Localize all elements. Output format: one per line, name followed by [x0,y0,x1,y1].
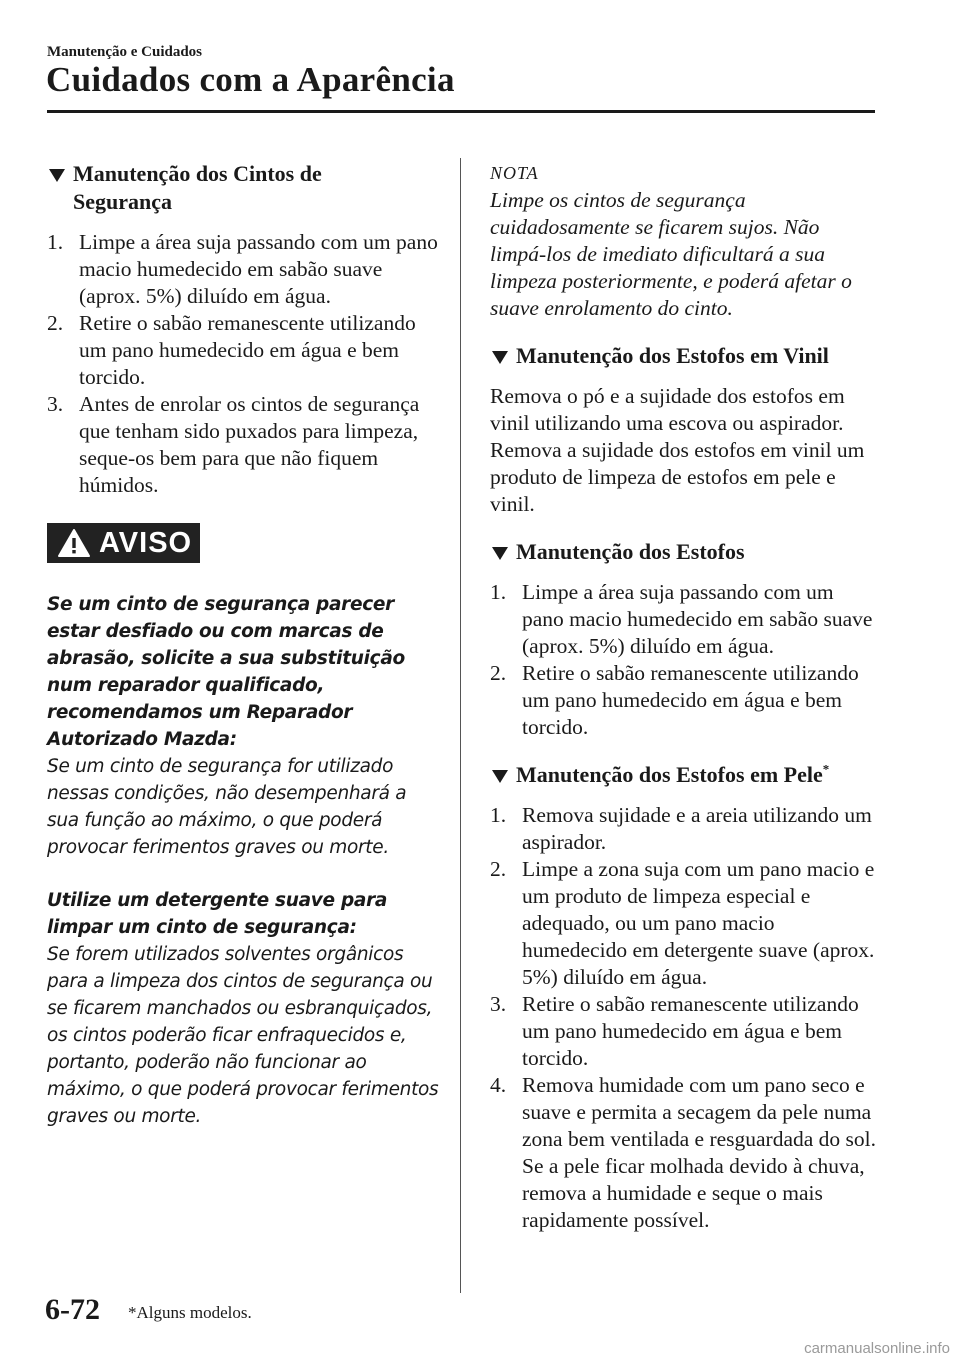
list-item: 3. Retire o sabão remanescente utilizando um pano humedecido em água e bem torcido. [490,992,859,1070]
section-heading-upholstery: Manutenção dos Estofos [490,538,880,566]
section-heading-seat-belts [47,160,442,216]
list-item: 1. Remova sujidade e a areia utilizando um aspirador. [490,803,872,854]
section-heading-leather: Manutenção dos Estofos em Pele* [490,761,880,789]
list-item: 1. Limpe a área suja passando com um pano macio humedecido em sabão suave (aprox. 5%) diluído em água. [490,580,873,658]
header-rule [47,110,875,113]
warning-block-2 [47,887,442,1130]
upholstery-steps [490,579,880,741]
triangle-bullet-icon [49,169,65,182]
warning-block-1 [47,591,442,861]
watermark: carmanualsonline.info [804,1340,950,1357]
note-text: Limpe os cintos de segurança cuidadosamente se ficarem sujos. Não limpá-los de imediato dificultará a sua limpeza posteriormente, e poderá afetar o suave enrolamento do cinto. [490,188,852,320]
list-item: 2. Limpe a zona suja com um pano macio e um produto de limpeza especial e adequado, ou um pano macio humedecido em detergente suave (aprox. 5%) diluído em água. [490,857,875,989]
some-models-mark: * [822,761,830,777]
warning-2-title: Utilize um detergente suave para limpar um cinto de segurança: [47,890,388,938]
seat-belt-steps [47,229,442,499]
list-item: 3. Antes de enrolar os cintos de segurança que tenham sido puxados para limpeza, seque-os bem para que não fiquem húmidos. [47,392,420,497]
list-item: 1. Limpe a área suja passando com um pano macio humedecido em sabão suave (aprox. 5%) diluído em água. [47,230,438,308]
chapter-label: Manutenção e Cuidados [47,44,203,60]
list-item: 2. Retire o sabão remanescente utilizando um pano humedecido em água e bem torcido. [47,311,416,389]
warning-triangle-icon [57,528,91,558]
triangle-bullet-icon [492,547,508,560]
triangle-bullet-icon [492,351,508,364]
warning-1-text: Se um cinto de segurança for utilizado nessas condições, não desempenhará a sua função ao máximo, o que poderá provocar ferimentos graves ou morte. [47,756,407,858]
column-divider [460,158,461,1293]
warning-badge [47,523,200,563]
list-item: 4. Remova humidade com um pano seco e suave e permita a secagem da pele numa zona bem ventilada e resguardada do sol. Se a pele ficar molhada devido à chuva, remova a humidade e seque o mais rapidamente possível. [490,1073,877,1232]
page-title: Cuidados com a Aparência [46,60,455,99]
right-column [490,160,880,1234]
warning-1-title: Se um cinto de segurança parecer estar desfiado ou com marcas de abrasão, solicite a sua substituição num reparador qualificado, recomendamos um Reparador Autorizado Mazda: [47,594,405,750]
left-column [47,160,442,1130]
warning-label: AVISO [99,526,193,559]
list-item: 2. Retire o sabão remanescente utilizando um pano humedecido em água e bem torcido. [490,661,859,739]
triangle-bullet-icon [492,770,508,783]
warning-2-text: Se forem utilizados solventes orgânicos para a limpeza dos cintos de segurança ou se ficarem manchados ou esbranquiçados, os cintos poderão ficar enfraquecidos e, portanto, poderão não funcionar ao máximo, o que poderá provocar ferimentos graves ou morte. [47,944,439,1127]
note-label: NOTA [490,163,539,183]
footnote: *Alguns modelos. [128,1303,252,1322]
heading-line-1: Manutenção dos Cintos de [73,161,322,186]
section-heading-vinyl: Manutenção dos Estofos em Vinil [490,342,880,370]
heading-line-2: Segurança [73,189,172,214]
leather-steps [490,802,880,1234]
page-number: 6-72 [45,1293,100,1326]
vinyl-paragraph: Remova o pó e a sujidade dos estofos em vinil utilizando uma escova ou aspirador. Remova a sujidade dos estofos em vinil um produto de limpeza de estofos em pele e vinil. [490,384,865,516]
